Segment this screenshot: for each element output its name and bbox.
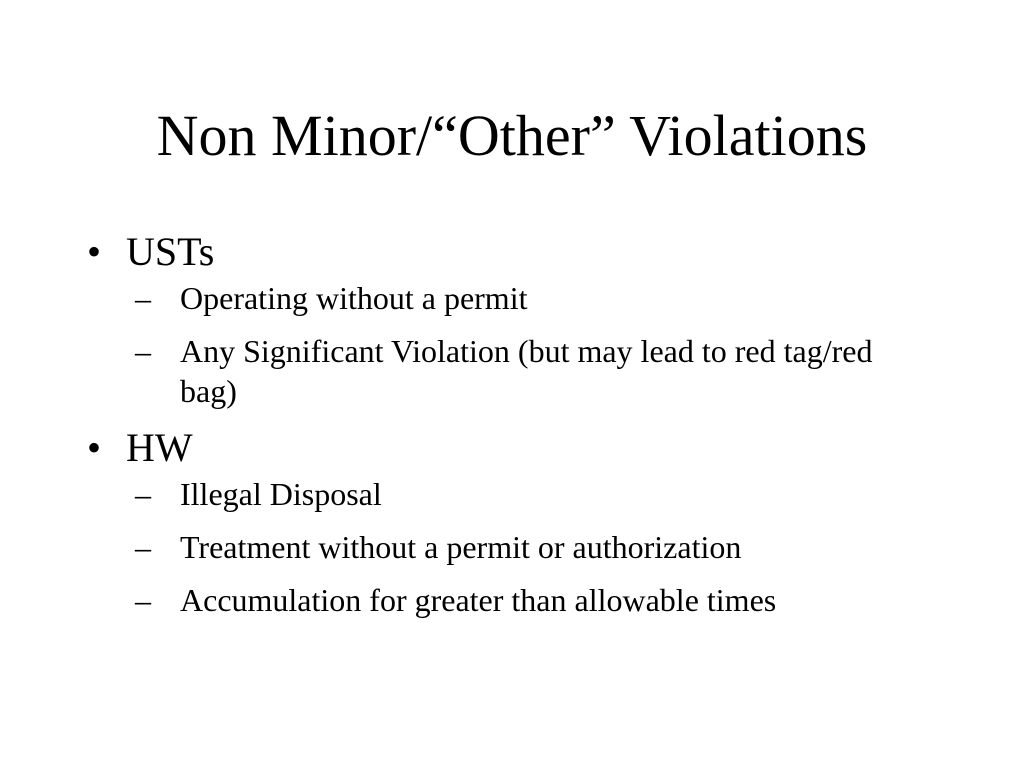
dash-icon: – bbox=[135, 476, 151, 512]
sub-item-label: Accumulation for greater than allowable times bbox=[180, 582, 777, 618]
dash-icon: – bbox=[135, 582, 151, 618]
sub-item-label: Any Significant Violation (but may lead to red tag/red bag) bbox=[180, 333, 873, 409]
sub-item-label: Illegal Disposal bbox=[180, 476, 382, 512]
sub-item bbox=[135, 331, 937, 411]
bullet-list bbox=[87, 228, 937, 633]
sub-item-label: Treatment without a permit or authorization bbox=[180, 529, 742, 565]
bullet-label: HW bbox=[126, 425, 193, 470]
sub-list-usts bbox=[126, 278, 937, 411]
sub-list-hw bbox=[126, 474, 937, 620]
bullet-icon: • bbox=[87, 229, 102, 274]
sub-item bbox=[135, 527, 937, 567]
bullet-item-usts bbox=[87, 228, 937, 411]
dash-icon: – bbox=[135, 280, 151, 316]
dash-icon: – bbox=[135, 333, 151, 369]
sub-item bbox=[135, 580, 937, 620]
sub-item bbox=[135, 278, 937, 318]
bullet-label: USTs bbox=[126, 229, 215, 274]
bullet-icon: • bbox=[87, 425, 102, 470]
slide-title: Non Minor/“Other” Violations bbox=[156, 103, 868, 168]
dash-icon: – bbox=[135, 529, 151, 565]
bullet-item-hw bbox=[87, 424, 937, 620]
sub-item-label: Operating without a permit bbox=[180, 280, 528, 316]
sub-item bbox=[135, 474, 937, 514]
